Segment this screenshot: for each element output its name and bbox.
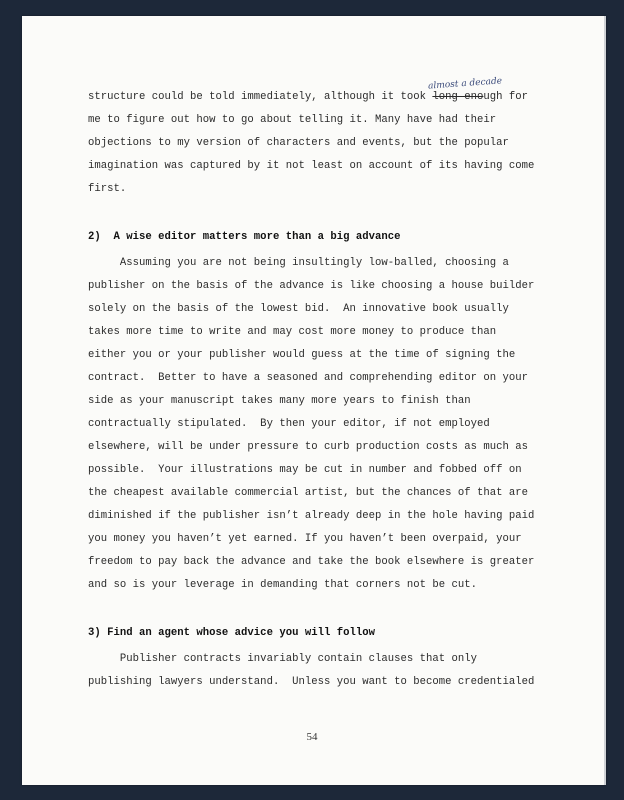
section2-line: and so is your leverage in demanding that corners not be cut. — [88, 579, 478, 591]
page-edge — [604, 16, 606, 785]
section2-line: the cheapest available commercial artist, but the chances of that are — [88, 487, 529, 499]
para1-line5: first. — [88, 183, 127, 195]
section-heading: 2) A wise editor matters more than a big advance — [88, 231, 401, 243]
section2-line: publisher on the basis of the advance is like choosing a house builder — [88, 280, 535, 292]
section-heading: 3) Find an agent whose advice you will follow — [88, 627, 375, 639]
section2-line: elsewhere, will be under pressure to curb production costs as much as — [88, 441, 529, 453]
para1-line3: objections to my version of characters and events, but the popular — [88, 137, 509, 149]
handwritten-annotation: almost a decade — [427, 76, 503, 92]
section3-line: Publisher contracts invariably contain clauses that only — [88, 653, 478, 665]
section2-line: diminished if the publisher isn’t already deep in the hole having paid — [88, 510, 535, 522]
para1-line1 — [88, 91, 528, 103]
section2-line: either you or your publisher would guess at the time of signing the — [88, 349, 516, 361]
para1-line1-before: structure could be told immediately, although it took — [88, 91, 433, 103]
section2-line: takes more time to write and may cost more money to produce than — [88, 326, 497, 338]
section2-line: contract. Better to have a seasoned and comprehending editor on your — [88, 372, 529, 384]
section2-line: Assuming you are not being insultingly low-balled, choosing a — [88, 257, 509, 269]
struck-text: long eno — [432, 91, 484, 103]
section2-line: side as your manuscript takes many more years to finish than — [88, 395, 471, 407]
para1-line1-after: ugh for — [483, 91, 529, 103]
para1-line2: me to figure out how to go about telling it. Many have had their — [88, 114, 497, 126]
section2-line: solely on the basis of the lowest bid. An innovative book usually — [88, 303, 509, 315]
section2-line: possible. Your illustrations may be cut in number and fobbed off on — [88, 464, 522, 476]
section2-line: contractually stipulated. By then your editor, if not employed — [88, 418, 490, 430]
section2-line: you money you haven’t yet earned. If you haven’t been overpaid, your — [88, 533, 522, 545]
section2-line: freedom to pay back the advance and take the book elsewhere is greater — [88, 556, 535, 568]
page-number: 54 — [306, 731, 318, 743]
para1-line4: imagination was captured by it not least on account of its having come — [88, 160, 535, 172]
section3-line: publishing lawyers understand. Unless you want to become credentialed — [88, 676, 535, 688]
